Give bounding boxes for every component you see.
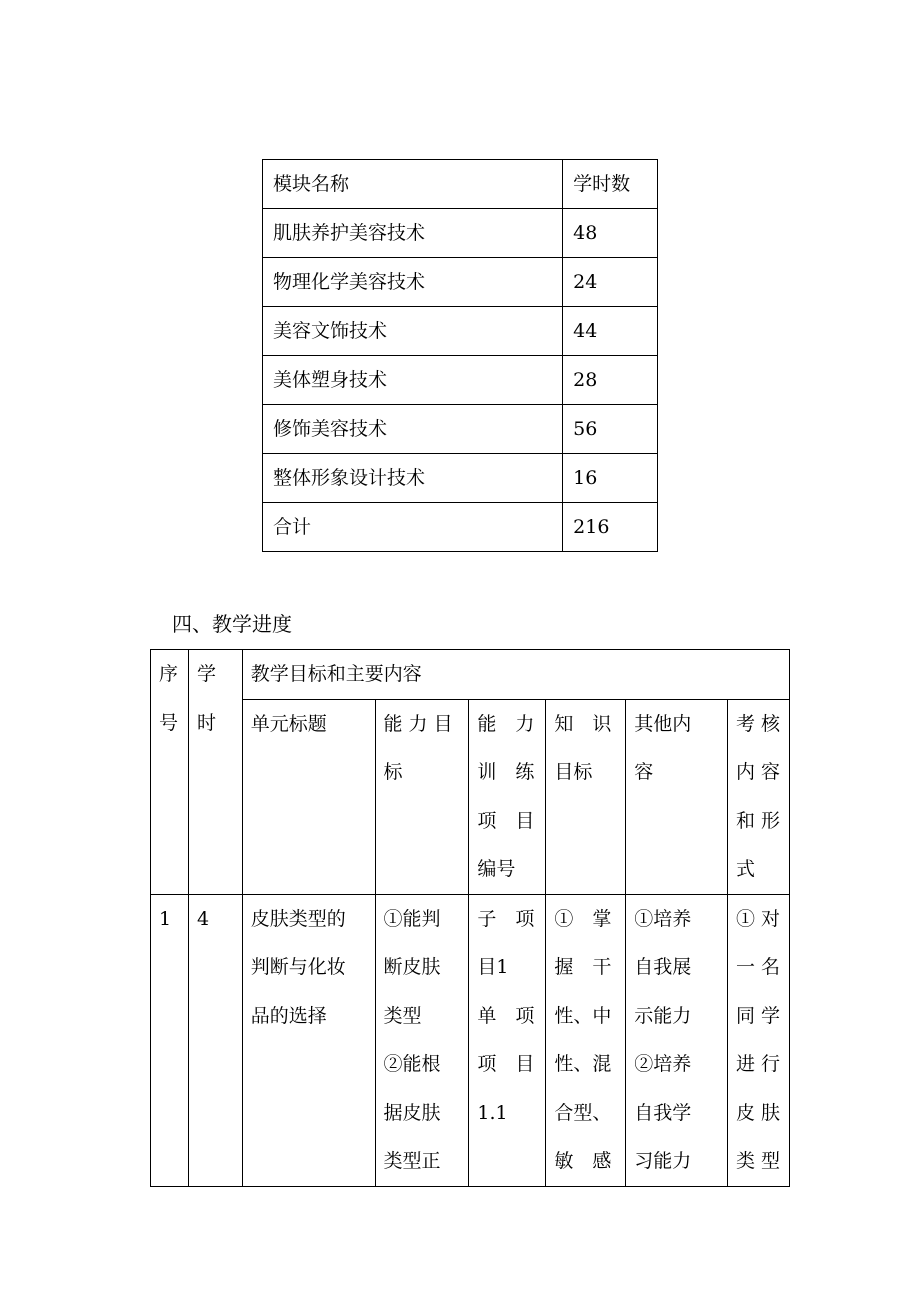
module-name-cell: 修饰美容技术 [263, 405, 563, 454]
cell-line: 子 项 [477, 907, 535, 930]
header-knowledge-goal [546, 699, 626, 894]
table-row [151, 894, 790, 1186]
module-hours-cell: 56 [563, 405, 658, 454]
cell-line: 能 力 目 [383, 712, 453, 735]
header-seq [151, 650, 189, 895]
cell-line: 目1 [477, 956, 509, 978]
cell-line: ① 对 [735, 907, 781, 930]
module-hours-cell: 16 [563, 454, 658, 503]
cell-line: 断皮肤 [383, 956, 441, 978]
table-row [263, 209, 658, 258]
cell-line: 项 目 [477, 809, 535, 832]
cell-line: 号 [159, 711, 179, 734]
cell-ability-goal [375, 894, 469, 1186]
cell-line: 其他内 [634, 712, 692, 735]
teaching-schedule-body [151, 650, 790, 1187]
cell-knowledge-goal [546, 894, 626, 1186]
cell-line: 1.1 [477, 1101, 508, 1124]
cell-line: 类型正 [383, 1150, 441, 1172]
cell-assessment [727, 894, 789, 1186]
header-hours [188, 650, 242, 895]
cell-line: 性、混 [554, 1053, 612, 1075]
cell-line: ① 掌 [554, 907, 612, 930]
cell-line: 皮 肤 [735, 1101, 781, 1124]
cell-line: 时 [196, 711, 216, 734]
cell-line: 训 练 [477, 761, 535, 783]
table-header-row [151, 650, 790, 700]
cell-line: 据皮肤 [383, 1101, 441, 1124]
cell-line: 自我展 [634, 956, 692, 978]
header-assessment [727, 699, 789, 894]
table-row [263, 258, 658, 307]
table-row [263, 405, 658, 454]
cell-line: 考 核 [735, 712, 781, 735]
cell-line: ②能根 [383, 1053, 441, 1075]
cell-line: 学 [196, 663, 216, 685]
cell-line: 式 [735, 858, 755, 880]
table-subheader-row [151, 699, 790, 894]
cell-line: 敏 感 [554, 1150, 612, 1172]
module-hours-cell: 28 [563, 356, 658, 405]
cell-line: 品的选择 [250, 1004, 327, 1027]
cell-unit-title [242, 894, 375, 1186]
teaching-schedule-table [150, 649, 790, 1187]
module-name-cell: 肌肤养护美容技术 [263, 209, 563, 258]
cell-line: ①能判 [383, 907, 441, 930]
cell-line: ②培养 [634, 1053, 692, 1075]
cell-line: 进 行 [735, 1053, 781, 1075]
cell-line: 容 [634, 761, 654, 783]
header-module-name: 模块名称 [263, 160, 563, 209]
table-row [263, 454, 658, 503]
module-hours-cell: 44 [563, 307, 658, 356]
table-row [263, 356, 658, 405]
module-hours-cell: 24 [563, 258, 658, 307]
table-header-row [263, 160, 658, 209]
module-name-cell: 整体形象设计技术 [263, 454, 563, 503]
cell-line: 目标 [554, 761, 593, 783]
section-heading: 四、教学进度 [172, 612, 292, 636]
cell-line: 知 识 [554, 712, 612, 735]
cell-line: 能 力 [477, 712, 535, 735]
cell-line: 习能力 [634, 1150, 692, 1172]
module-hours-body [263, 160, 658, 552]
module-hours-table [262, 159, 658, 552]
cell-line: ①培养 [634, 907, 692, 930]
cell-line: 序 [159, 663, 179, 685]
cell-line: 性、中 [554, 1004, 612, 1027]
cell-line: 类型 [383, 1004, 422, 1027]
table-row [263, 503, 658, 552]
module-name-cell: 美容文饰技术 [263, 307, 563, 356]
cell-line: 项 目 [477, 1053, 535, 1075]
cell-line: 内 容 [735, 761, 781, 783]
cell-line: 类 型 [735, 1150, 781, 1172]
cell-line: 皮肤类型的 [250, 907, 346, 930]
cell-line: 标 [383, 761, 403, 783]
header-other-content [626, 699, 728, 894]
table-row [263, 307, 658, 356]
header-unit-title: 单元标题 [242, 699, 375, 894]
cell-other-content [626, 894, 728, 1186]
cell-line: 判断与化妆 [250, 956, 346, 978]
module-hours-cell: 48 [563, 209, 658, 258]
cell-training-item [469, 894, 546, 1186]
header-hours: 学时数 [563, 160, 658, 209]
cell-line: 单 项 [477, 1004, 535, 1027]
module-name-cell: 物理化学美容技术 [263, 258, 563, 307]
cell-hours: 4 [188, 894, 242, 1186]
header-training-item [469, 699, 546, 894]
cell-seq: 1 [151, 894, 189, 1186]
cell-line: 合型、 [554, 1101, 612, 1124]
header-ability-goal [375, 699, 469, 894]
module-name-cell: 合计 [263, 503, 563, 552]
cell-line: 同 学 [735, 1004, 781, 1027]
module-name-cell: 美体塑身技术 [263, 356, 563, 405]
cell-line: 编号 [477, 858, 516, 880]
cell-line: 一 名 [735, 956, 781, 978]
cell-line: 和 形 [735, 809, 781, 832]
cell-line: 示能力 [634, 1004, 692, 1027]
cell-line: 自我学 [634, 1101, 692, 1124]
module-hours-cell: 216 [563, 503, 658, 552]
cell-line: 握 干 [554, 956, 612, 978]
header-goals-and-content: 教学目标和主要内容 [242, 650, 789, 700]
